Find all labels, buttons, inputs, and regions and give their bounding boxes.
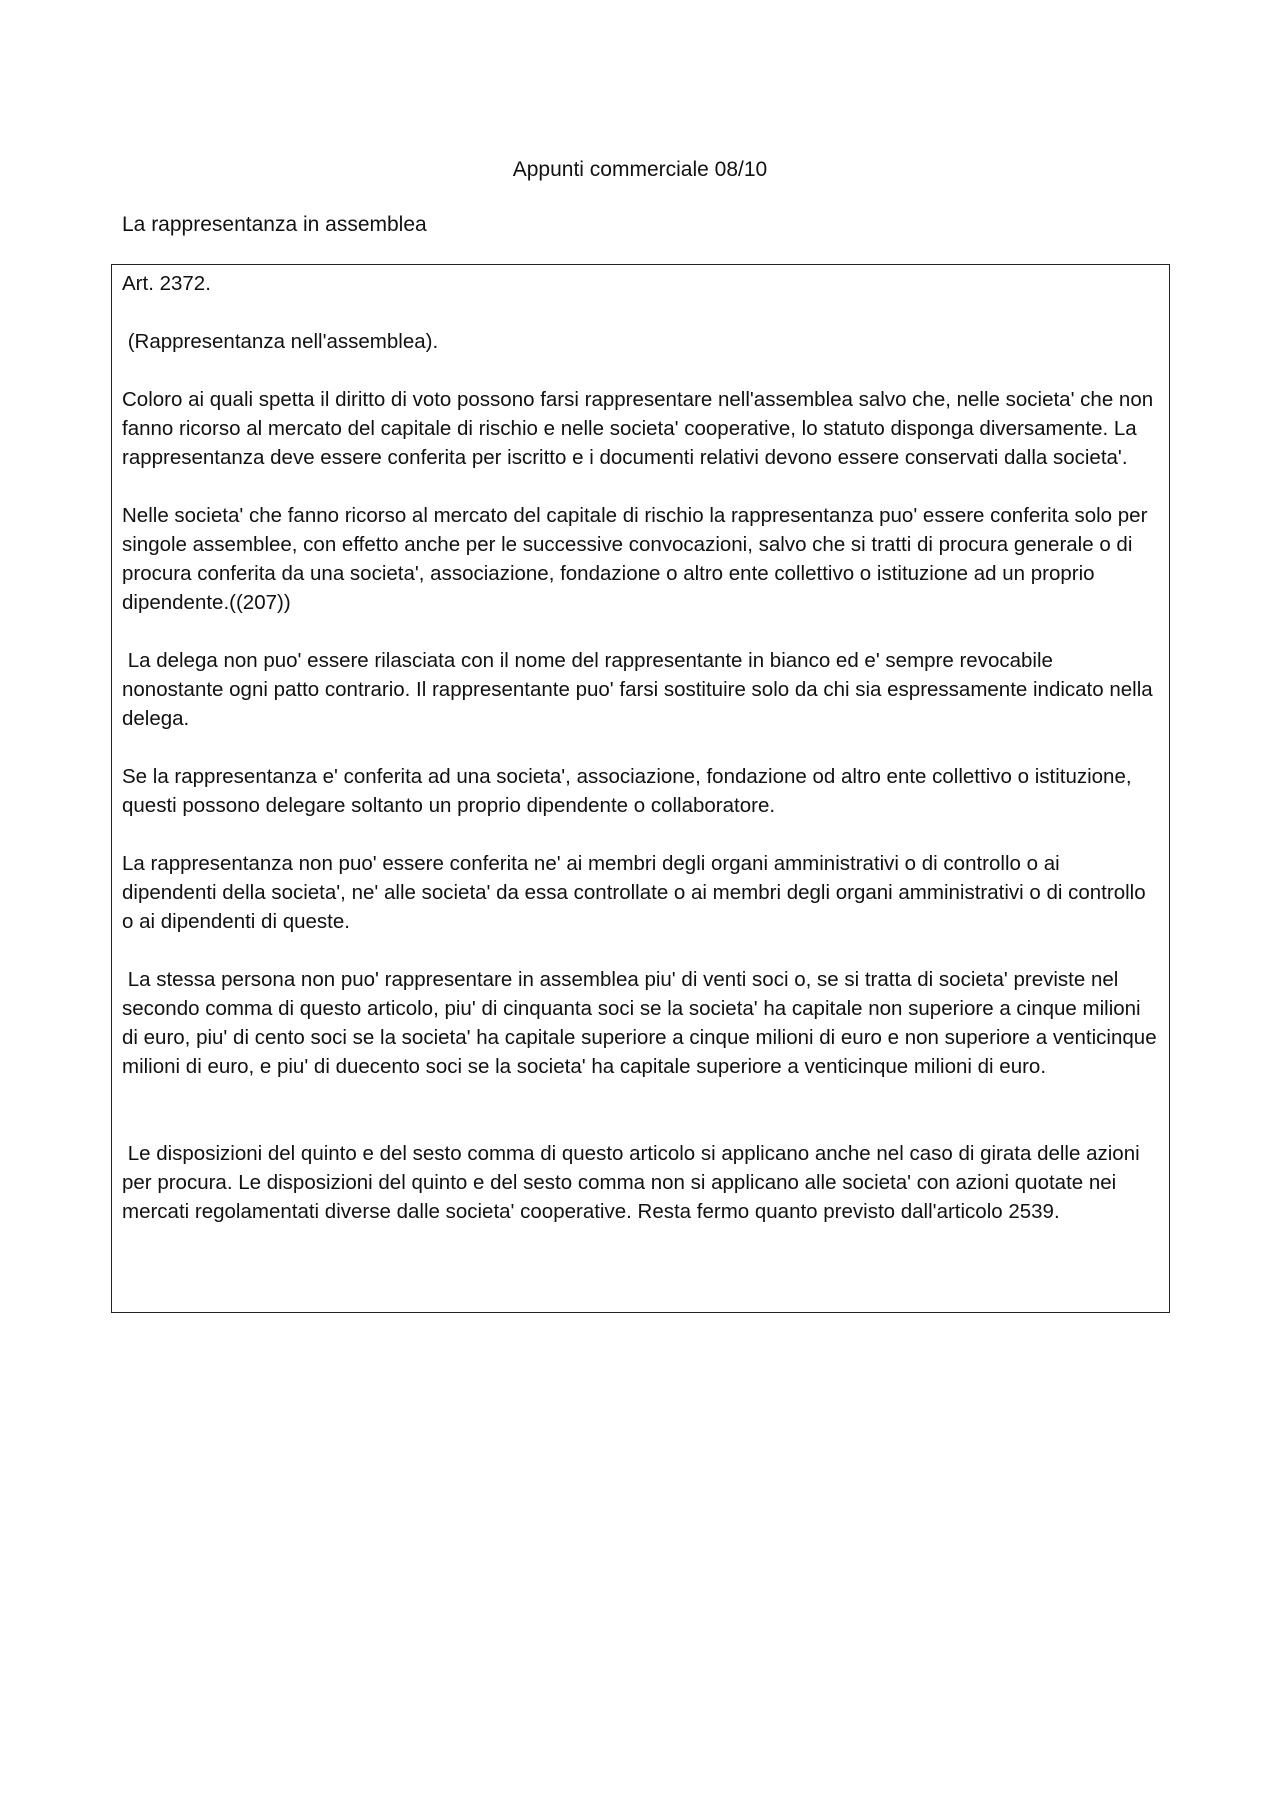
article-number: Art. 2372. (122, 272, 211, 295)
article-text-box (111, 264, 1170, 1313)
document-subtitle: La rappresentanza in assemblea (122, 213, 427, 236)
document-title: Appunti commerciale 08/10 (512, 158, 768, 181)
article-paragraph-2: Nelle societa' che fanno ricorso al mercato del capitale di rischio la rappresentanza puo' essere conferita solo per singole assemblee, con effetto anche per le successive convocazioni, salvo che si tratti di procura generale o di procura conferita da una societa', associazione, fondazione o altro ente collettivo o istituzione ad un proprio dipendente.((207)) (122, 504, 1154, 614)
article-paragraph-3: La delega non puo' essere rilasciata con il nome del rappresentante in bianco ed e' sempre revocabile nonostante ogni patto contrario. Il rappresentante puo' farsi sostituire solo da chi sia espressamente indicato nella delega. (122, 649, 1159, 730)
article-paragraph-5: La rappresentanza non puo' essere conferita ne' ai membri degli organi amministrativi o di controllo o ai dipendenti della societa', ne' alle societa' da essa controllate o ai membri degli organi amministrativi o di controllo o ai dipendenti di queste. (122, 852, 1152, 933)
article-paragraph-6: La stessa persona non puo' rappresentare in assemblea piu' di venti soci o, se si tratta di societa' previste nel secondo comma di questo articolo, piu' di cinquanta soci se la societa' ha capitale non superiore a cinque milioni di euro, piu' di cento soci se la societa' ha capitale superiore a cinque milioni di euro e non superiore a venticinque milioni di euro, e piu' di duecento soci se la societa' ha capitale superiore a venticinque milioni di euro. (122, 968, 1163, 1078)
article-paragraph-7: Le disposizioni del quinto e del sesto comma di questo articolo si applicano anche nel caso di girata delle azioni per procura. Le disposizioni del quinto e del sesto comma non si applicano alle societa' con azioni quotate nei mercati regolamentati diverse dalle societa' cooperative. Resta fermo quanto previsto dall'articolo 2539. (122, 1142, 1146, 1223)
article-heading: (Rappresentanza nell'assemblea). (122, 330, 439, 353)
article-paragraph-4: Se la rappresentanza e' conferita ad una societa', associazione, fondazione od altro ente collettivo o istituzione, questi possono delegare soltanto un proprio dipendente o collaboratore. (122, 765, 1138, 817)
article-paragraph-1: Coloro ai quali spetta il diritto di voto possono farsi rappresentare nell'assemblea salvo che, nelle societa' che non fanno ricorso al mercato del capitale di rischio e nelle societa' cooperative, lo statuto disponga diversamente. La rappresentanza deve essere conferita per iscritto e i documenti relativi devono essere conservati dalla societa'. (122, 388, 1159, 469)
